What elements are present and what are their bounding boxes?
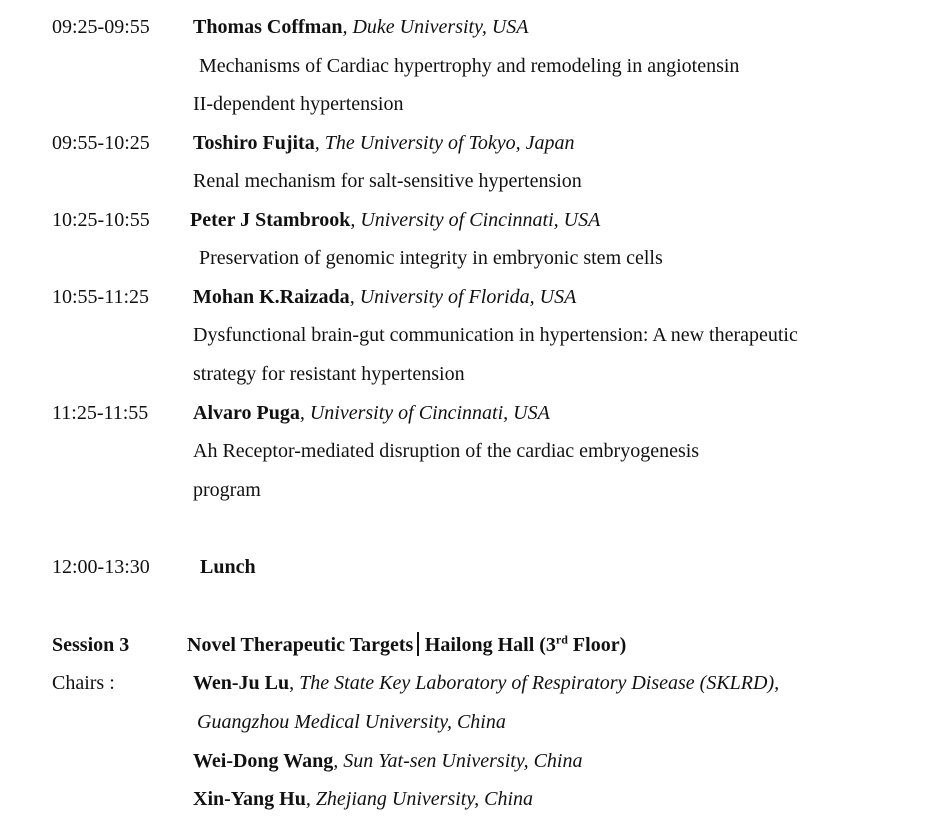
talk-speaker-line [193,282,576,312]
chair-line [193,668,779,698]
talk-1-title-line-2 [0,89,932,119]
talk-title: Ah Receptor-mediated disruption of the cardiac embryogenesis [193,440,700,462]
talk-4-title-line-2 [0,359,932,389]
venue-name: Hailong Hall (3 [424,634,556,656]
talk-4-title-line-1 [0,320,932,350]
talk-2-header [0,128,932,158]
venue-floor: Floor) [567,634,627,656]
lunch-label: Lunch [200,556,256,578]
talk-title: Preservation of genomic integrity in embryonic stem cells [199,247,663,269]
speaker-affiliation: , Duke University, USA [342,16,529,38]
talk-time: 11:25-11:55 [52,402,149,424]
chair-name: Wen-Ju Lu [193,672,290,694]
talk-2-title-line-1 [0,166,932,196]
talk-speaker-line [193,398,550,428]
speaker-name: Thomas Coffman [193,16,343,38]
talk-title: Dysfunctional brain-gut communication in hypertension: A new therapeutic [193,324,798,346]
speaker-name: Peter J Stambrook [190,209,351,231]
session-header [0,630,932,660]
talk-1-header [0,12,932,42]
talk-speaker-line [193,12,529,42]
talk-title: strategy for resistant hypertension [193,363,465,385]
talk-5-title-line-1 [0,436,932,466]
talk-4-header [0,282,932,312]
chair-2-row [0,746,932,776]
speaker-affiliation: , University of Cincinnati, USA [350,209,601,231]
chair-line [193,746,583,776]
chair-1-affiliation-line-2 [0,707,932,737]
talk-3-header [0,205,932,235]
chairs-label: Chairs : [52,672,115,694]
talk-time: 09:25-09:55 [52,16,150,38]
talk-5-title-line-2 [0,475,932,505]
session-title: Novel Therapeutic Targets [187,634,414,656]
talk-title: II-dependent hypertension [193,93,404,115]
session-title-line [187,630,626,660]
chair-affiliation: Guangzhou Medical University, China [197,711,506,733]
talk-title: Renal mechanism for salt-sensitive hypertension [193,170,582,192]
talk-title: Mechanisms of Cardiac hypertrophy and remodeling in angiotensin [199,55,740,77]
talk-1-title-line-1 [0,51,932,81]
talk-title: program [193,479,261,501]
talk-time: 09:55-10:25 [52,132,150,154]
lunch-row [0,552,932,582]
chair-line [193,784,533,814]
venue-ordinal-suffix: rd [555,632,568,647]
speaker-affiliation: , University of Florida, USA [349,286,577,308]
chair-name: Wei-Dong Wang [193,750,334,772]
talk-time: 10:55-11:25 [52,286,150,308]
session-label: Session 3 [52,634,130,656]
talk-speaker-line [190,205,600,235]
chair-affiliation: , Zhejiang University, China [305,788,534,810]
chair-affiliation: , The State Key Laboratory of Respiratory Disease (SKLRD), [289,672,780,694]
lunch-time: 12:00-13:30 [52,556,150,578]
speaker-affiliation: , University of Cincinnati, USA [299,402,550,424]
chair-1-row [0,668,932,698]
talk-time: 10:25-10:55 [52,209,150,231]
chair-3-row [0,784,932,814]
divider [417,632,419,656]
speaker-name: Toshiro Fujita [193,132,315,154]
session-venue [425,634,626,656]
talk-speaker-line [193,128,575,158]
chair-affiliation: , Sun Yat-sen University, China [333,750,583,772]
chair-name: Xin-Yang Hu [193,788,306,810]
speaker-name: Alvaro Puga [193,402,300,424]
talk-5-header [0,398,932,428]
speaker-affiliation: , The University of Tokyo, Japan [314,132,575,154]
talk-3-title-line-1 [0,243,932,273]
speaker-name: Mohan K.Raizada [193,286,350,308]
